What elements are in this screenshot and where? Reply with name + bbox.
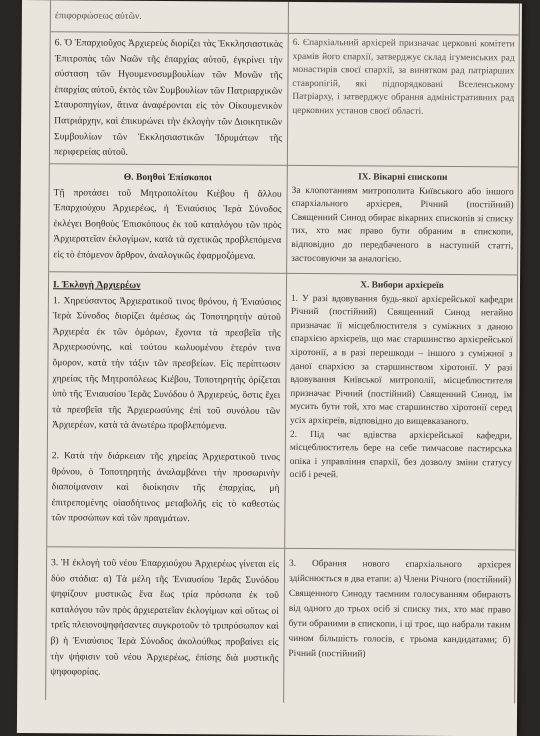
greek-section-iota	[47, 272, 285, 531]
table-row	[47, 271, 517, 550]
greek-section-theta	[49, 164, 286, 267]
document-sheet	[17, 0, 522, 736]
ukrainian-section-x-item-2: 2. Під час вдівства архієрейської кафедри, місцеблюститель бере на себе тимчасове пастирська опіка і управління єпархії, без дозволу зміни статусу осіб і речей.	[289, 429, 513, 481]
bilingual-table	[45, 0, 520, 703]
ukrainian-paragraph-6: 6. Єпархіальний архієрей призначає церковні комітети храмів його єпархії, затверджує склад ігуменських рад монастирів своєї єпархії, за винятком рад патріарших ставропігій, які підпорядковані Вселенському Патріарху, і затверджує обрання адміністративних рад церковних установ своєї області.	[292, 37, 515, 117]
table-row	[49, 163, 518, 275]
table-row	[46, 546, 515, 704]
table-row	[51, 0, 519, 34]
greek-section-theta-title: Θ. Βοηθοὶ Ἐπίσκοποι	[123, 171, 212, 184]
greek-paragraph-6: 6. Ὁ Ἐπαρχιοῦχος Ἀρχιερεὺς διορίζει τὰς Ἐκκλησιαστικὰς Ἐπιτροπὰς τῶν Ναῶν τῆς ἐπαρχίας αὐτοῦ, ἐγκρίνει τὴν σύσταση τῶν Ηγουμενοσυμβουλίων τῶν Μονῶν τῆς ἐπαρχίας αὐτοῦ, ἐκτὸς τῶν Συμβουλίων τῶν Πατριαρχικῶν Σταυροπηγίων, ἅτινα ἀναφέρονται εἰς τὸν Οἰκουμενικὸν Πατριάρχην, καὶ ἐπικυρώνει τὴν ἐκλογὴν τῶν Διοικητικῶν Συμβουλίων τῶν Ἐκκλησιαστικῶν Ἱδρυμάτων τῆς περιφερείας αὐτοῦ.	[53, 37, 283, 158]
greek-section-iota-item-1: 1. Χηρεύσαντος Ἀρχιερατικοῦ τινος θρόνου, ἡ Ἐνιαύσιος Ἱερὰ Σύνοδος διορίζει ἀμέσως ὡς Τοποτηρητὴν αὐτοῦ Ἀρχιερέα ἐκ τῶν ὁμόρων, ἔχοντα τὰ πρεσβεῖα τῆς Ἀρχιερωσύνης, καὶ τούτου κωλυομένου ἑτερόν τινα ὅμορον, κατὰ τὴν τάξιν τῶν πρεσβείων. Εἰς περίπτωσιν χηρείας τῆς Μητροπόλεως Κιέβου, Τοποτηρητὴς ὁρίζεται ὑπὸ τῆς Ἐνιαυσίου Ἱερᾶς Συνόδου ὁ Ἀρχιερεύς, ὅστις ἔχει τὰ πρεσβεῖα τῆς Ἀρχιερωσύνης ἐπὶ τοῦ συνόλου τῶν Ἀρχιερέων, κατὰ τὰ ἀνωτέρω προβλεπόμενα.	[51, 294, 281, 432]
greek-top-fragment: ἐπιφορφώσεως αὐτῶν.	[54, 10, 142, 22]
ukrainian-section-ix-body: За клопотанням митрополита Київського або іншого єпархіального архієрея, Річний (постійний) Священний Синод обирає вікарних єпископів зі списку тих, хто має право бути обраним в єпископи, відповідно до передбаченого в наступній статті, застосовуючи за аналогією.	[291, 185, 514, 265]
column-divider	[288, 2, 289, 33]
greek-section-iota-item-3: 3. Ἡ ἐκλογὴ τοῦ νέου Ἐπαρχιούχου Ἀρχιερέως γίνεται εἰς δύο στάδια: α) Τὰ μέλη τῆς Ἐνιαυσίου Ἱερᾶς Συνόδου ψηφίζουν μυστικῶς ἕνα ἕως τρία πρόσωπα ἐκ τοῦ καταλόγου τῶν πρὸς ἀρχιερατεῖαν ἐκλογίμων καὶ οὕτως οἱ τρεῖς πλειονοψηφήσαντες συγκροτοῦν τὸ τριπρόσωπον καὶ β) ἡ Ἐνιαύσιος Ἱερὰ Σύνοδος ἀκολούθως προβαίνει εἰς τὴν ψήφισιν τοῦ νέου Ἀρχιερέως, ἐπίσης διὰ μυστικῆς ψηφοφορίας.	[50, 557, 280, 678]
ukrainian-section-ix	[287, 166, 518, 271]
ukrainian-section-ix-title: IX. Вікарні єпископи	[358, 172, 448, 183]
ukrainian-section-x-title: X. Вибори архієреїв	[360, 280, 444, 291]
greek-section-iota-title: Ι. Ἐκλογὴ Ἀρχιερέων	[52, 279, 141, 291]
ukrainian-section-x-item-3: 3. Обрання нового єпархіального архієрея здійснюється в два етапи: а) Члени Річного (постійний) Священного Синоду таємним голосуванням обирають від одного до трьох осіб зі списку тих, хто має право бути обраними в єпископи, і ці троє, що набрали таким чином більшість голосів, є трьома кандидатами; б) Річний (постійний)	[288, 558, 512, 660]
ukrainian-section-x-item-1: 1. У разі вдовування будь-якої архієрейської кафедри Річний (постійний) Священний Синод негайно призначає її місцеблюстителя з суміжних з даною єпархією архієреїв, що має старшинство архієрейської хіротонії, а в разі перешкоди – іншого з суміжної з даної єпархією за старшинством хіротонії. У разі вдовування Київської митрополії, місцеблюстителя призначає Річний (постійний) Священний Синод, їм мусить бути той, хто має старшинство хіротонії серед усіх архієреїв, відповідно до вищевказаного.	[290, 293, 513, 428]
greek-section-theta-body: Τῇ προτάσει τοῦ Μητροπολίτου Κιέβου ἢ ἄλλου Ἐπαρχιούχου Ἀρχιερέως, ἡ Ἐνιαύσιος Ἱερὰ Σύνοδος ἐκλέγει Βοηθοὺς Ἐπισκόπους ἐκ τοῦ καταλόγου τῶν πρὸς Ἀρχιερατεῖαν ἐκλογίμων, κατὰ τὰ σχετικῶς προβλεπόμενα εἰς τὸ ἑπόμενον ἄρθρον, ἀναλογικῶς ἐφαρμοζόμενα.	[53, 186, 282, 262]
table-row	[50, 31, 519, 167]
greek-section-iota-item-2: 2. Κατὰ τὴν διάρκειαν τῆς χηρείας Ἀρχιερατικοῦ τινος θρόνου, ὁ Τοποτηρητὴς ἀναλαμβάνει τὴν προσωρινὴν διαποίμανσιν καὶ διοίκησιν τῆς ἐπαρχίας, μὴ ἐπιτρεπομένης οἱασδήτινος μεταβολῆς εἰς τὸ καθεστὼς τῶν προσώπων καὶ τῶν πραγμάτων.	[51, 450, 280, 525]
ukrainian-section-x	[286, 274, 517, 488]
